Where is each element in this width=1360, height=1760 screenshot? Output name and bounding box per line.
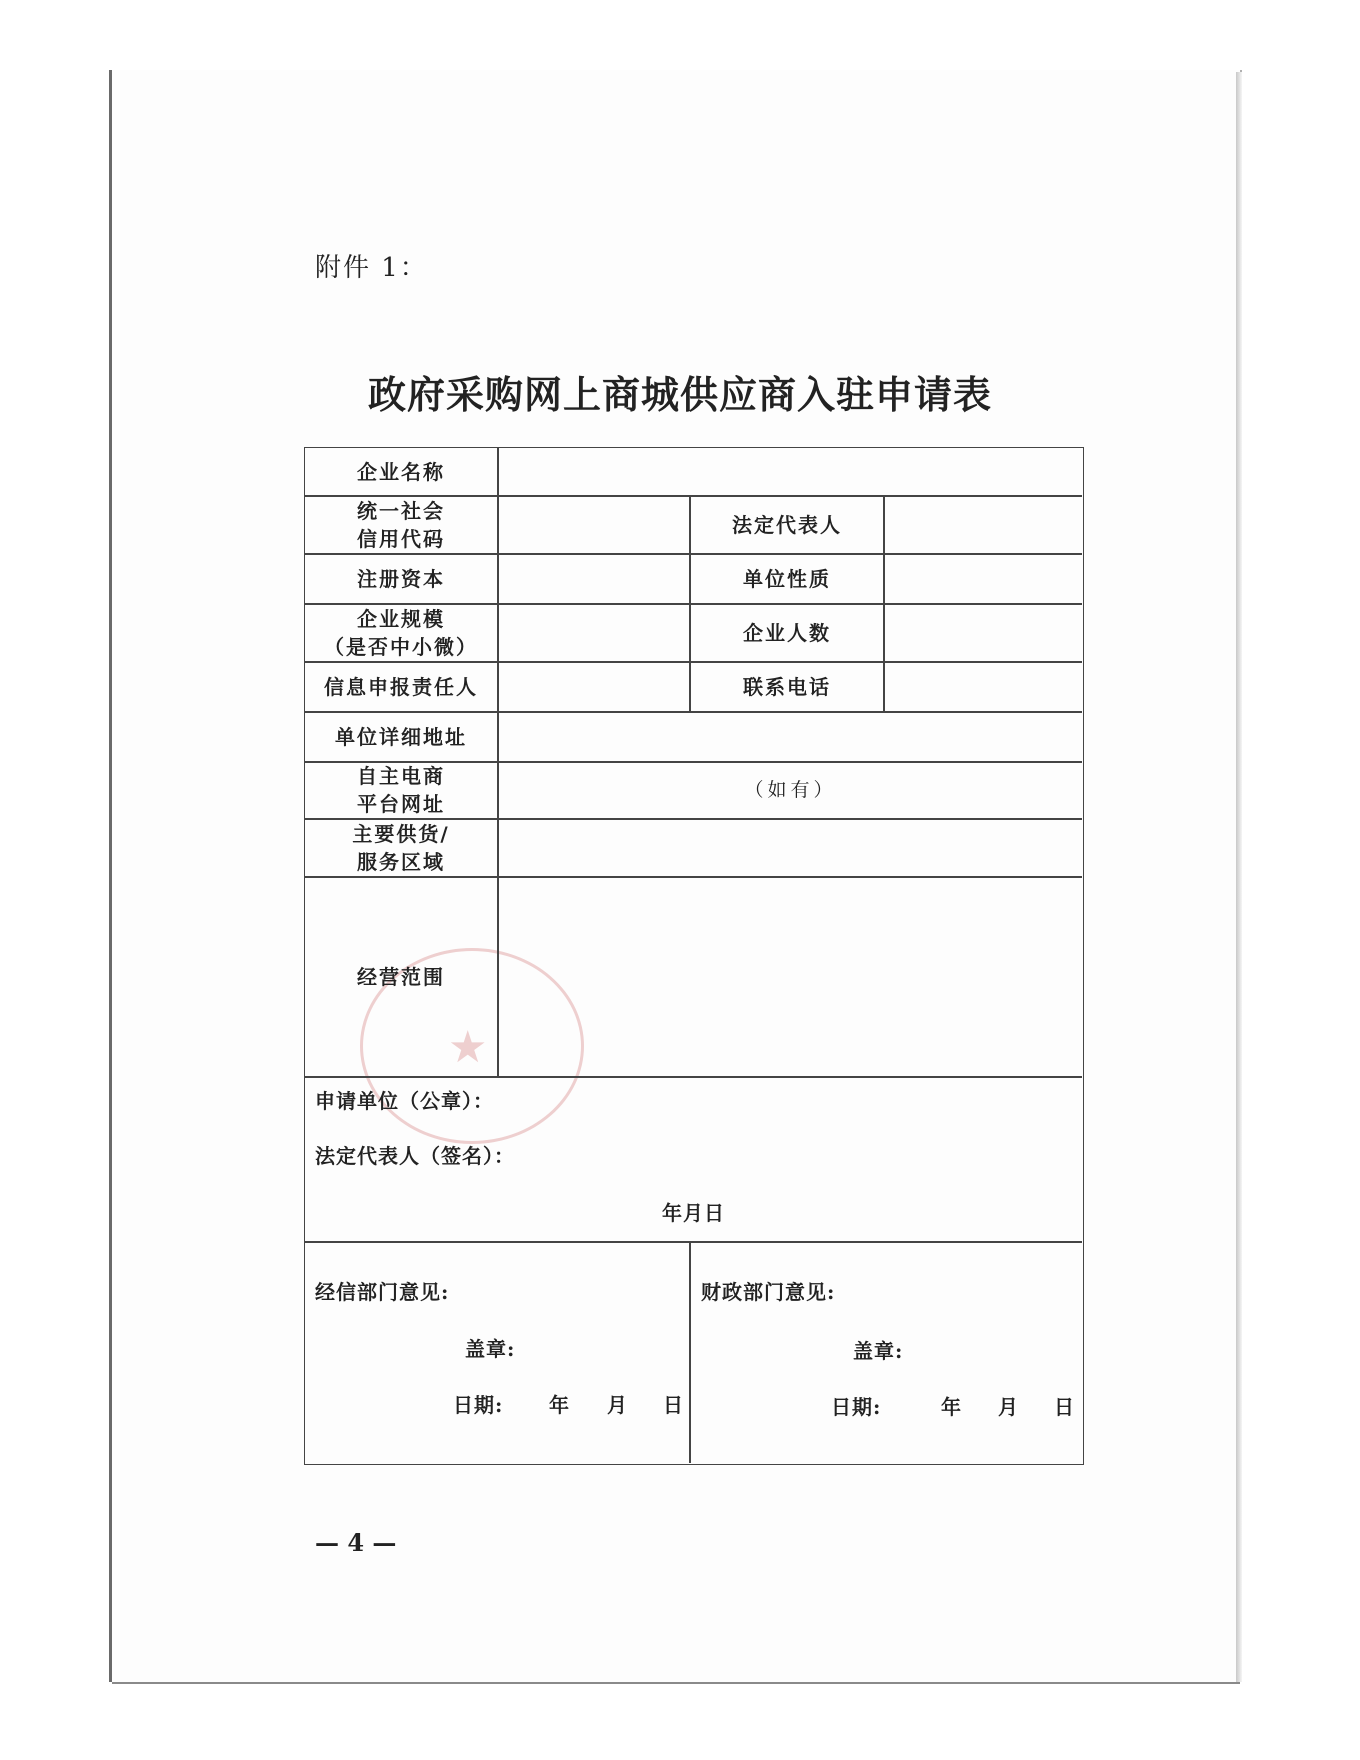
- econ-date-month: 月: [607, 1393, 628, 1417]
- form-title: 政府采购网上商城供应商入驻申请表: [367, 372, 992, 417]
- address-field[interactable]: [499, 712, 1082, 761]
- unit-nature-field[interactable]: [885, 554, 1082, 603]
- legal-rep-sign-label: 法定代表人（签名）：: [315, 1144, 515, 1168]
- econ-date-day: 日: [663, 1393, 684, 1417]
- ecommerce-url-field[interactable]: （如有）: [744, 779, 837, 801]
- business-scope-field[interactable]: [499, 877, 1082, 1076]
- legal-rep-label: 法定代表人: [732, 512, 842, 537]
- company-name-field[interactable]: [499, 448, 1082, 495]
- applicant-seal-label: 申请单位（公章）：: [315, 1089, 494, 1113]
- credit-code-field[interactable]: [499, 496, 689, 553]
- contact-phone-field[interactable]: [885, 662, 1082, 711]
- company-scale-label: 企业规模 （是否中小微）: [324, 606, 478, 659]
- econ-date-label: 日期:: [453, 1393, 504, 1417]
- finance-date-label: 日期:: [831, 1395, 882, 1419]
- address-label: 单位详细地址: [335, 724, 467, 749]
- credit-code-label: 统一社会 信用代码: [357, 498, 445, 551]
- info-reporter-label: 信息申报责任人: [324, 674, 478, 699]
- registered-capital-field[interactable]: [499, 554, 689, 603]
- econ-date-year: 年: [549, 1393, 570, 1417]
- page-number: — 4 —: [315, 1528, 397, 1557]
- legal-rep-field[interactable]: [885, 496, 1082, 553]
- unit-nature-label: 单位性质: [743, 566, 831, 591]
- supply-area-field[interactable]: [499, 819, 1082, 876]
- employee-count-field[interactable]: [885, 604, 1082, 661]
- finance-opinion-label: 财政部门意见:: [701, 1280, 836, 1304]
- registered-capital-label: 注册资本: [357, 566, 445, 591]
- econ-stamp-label: 盖章:: [465, 1337, 516, 1361]
- applicant-date: 年月日: [662, 1201, 725, 1225]
- finance-date-day: 日: [1054, 1395, 1075, 1419]
- ecommerce-url-label: 自主电商 平台网址: [357, 764, 445, 816]
- finance-stamp-label: 盖章:: [853, 1339, 904, 1363]
- company-name-label: 企业名称: [357, 459, 445, 484]
- contact-phone-label: 联系电话: [743, 674, 831, 699]
- annex-label: 附件 1：: [315, 253, 428, 283]
- paper-edge: [1236, 72, 1242, 1682]
- econ-info-opinion-label: 经信部门意见:: [315, 1280, 450, 1304]
- application-form-table: [304, 447, 1084, 1465]
- supply-area-label: 主要供货/ 服务区域: [352, 821, 450, 874]
- finance-date-month: 月: [998, 1395, 1019, 1419]
- employee-count-label: 企业人数: [743, 620, 831, 645]
- company-scale-field[interactable]: [499, 604, 689, 661]
- seal-star-icon: ★: [448, 1022, 488, 1073]
- info-reporter-field[interactable]: [499, 662, 689, 711]
- business-scope-label: 经营范围: [357, 964, 445, 989]
- finance-date-year: 年: [941, 1395, 962, 1419]
